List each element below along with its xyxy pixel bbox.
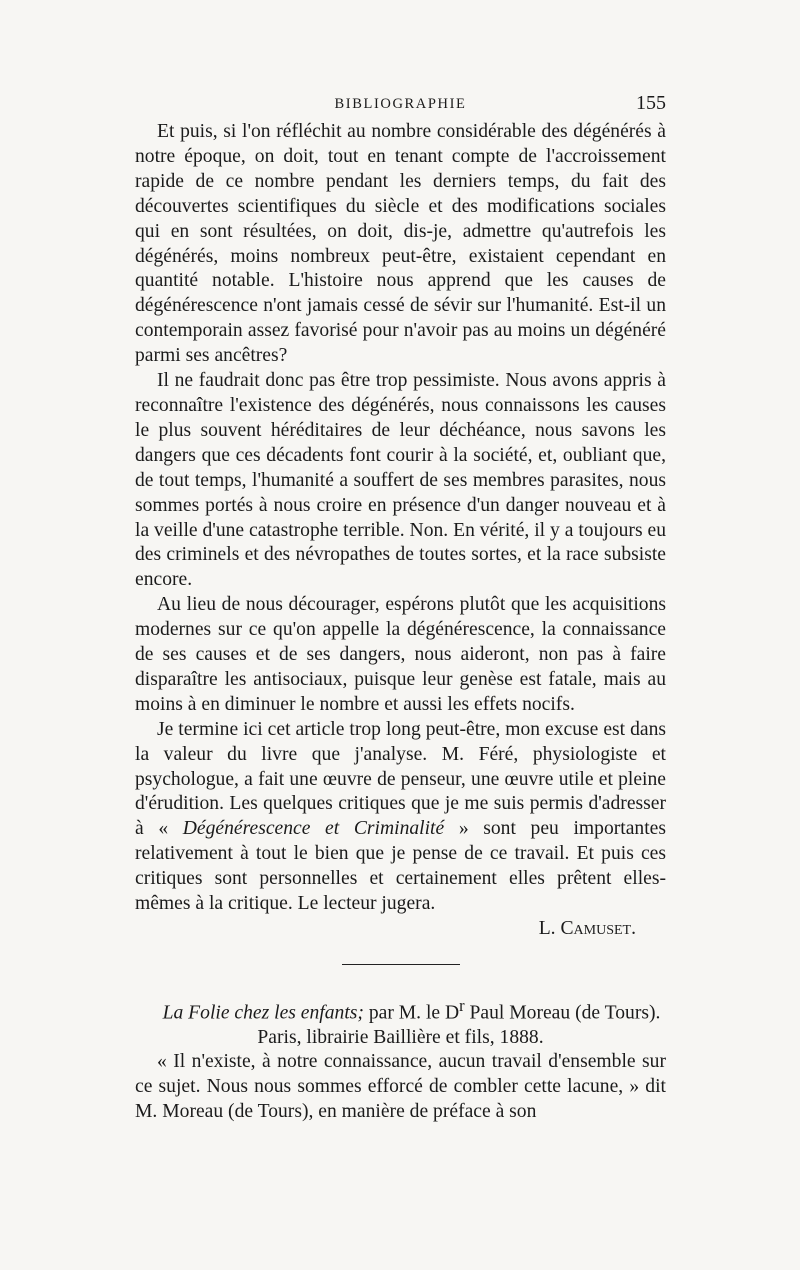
review-book-title: La Folie chez les enfants; (162, 1002, 364, 1024)
paragraph-text: » sont peu importantes relativement à tout le bien que je pense de ce travail. Et puis ces critiques sont personnelles et certainement elles prêtent elles-mêmes à la critique. Le lecteur jugera. (135, 818, 666, 915)
review-author: Paul Moreau (de Tours). (464, 1002, 661, 1024)
running-head (135, 92, 666, 120)
paragraph (135, 718, 666, 917)
review-opening: « Il n'existe, à notre connaissance, aucun travail d'ensemble sur ce sujet. Nous nous sommes efforcé de combler cette lacune, » dit M. Moreau (de Tours), en manière de préface à son (135, 1051, 666, 1123)
review-heading (135, 993, 666, 1051)
review-author-prefix: par M. le D (363, 1002, 460, 1024)
paragraph: Et puis, si l'on réfléchit au nombre considérable des dégénérés à notre époque, on doit, tout en tenant compte de l'accroissement rapide de ce nombre pendant les derniers temps, du fait des découvertes scientifiques du siècle et des modifications sociales qui en sont résultées, on doit, dis-je, admettre qu'autrefois les dégénérés, moins nombreux peut-être, existaient cependant en quantité notable. L'histoire nous apprend que les causes de dégénérescence n'ont jamais cessé de sévir sur l'humanité. Est-il un contemporain assez favorisé pour n'avoir pas au moins un dégénéré parmi ses ancêtres? (135, 121, 666, 367)
section-divider (342, 964, 460, 965)
author-signature: L. Camuset. (538, 918, 636, 939)
running-title: BIBLIOGRAPHIE (334, 96, 467, 112)
paragraph: Au lieu de nous décourager, espérons plutôt que les acquisitions modernes sur ce qu'on appelle la dégénérescence, la connaissance de ses causes et de ses dangers, nous aideront, non pas à faire disparaître les antisociaux, puisque leur genèse est fatale, mais au moins à en diminuer le nombre et aussi les effets nocifs. (135, 594, 666, 715)
page-body (135, 120, 666, 1125)
paragraph-text: Je termine ici cet article trop long peut-être, mon excuse est dans la valeur du livre que j'analyse. M. Féré, physiologiste et psychologue, a fait une œuvre de penseur, une œuvre utile et pleine d'érudition. Les quelques critiques que je me suis permis d'adresser à « (135, 718, 666, 840)
page-number: 155 (636, 92, 666, 114)
review-publisher: Paris, librairie Baillière et fils, 1888. (257, 1027, 544, 1049)
paragraph: Il ne faudrait donc pas être trop pessimiste. Nous avons appris à reconnaître l'existence des dégénérés, nous connaissons les causes le plus souvent héréditaires de leur déchéance, nous savons les dangers que ces décadents font courir à la société, et, oubliant que, de tout temps, l'humanité a souffert de ses membres parasites, nous sommes portés à nous croire en présence d'un danger nouveau et à la veille d'une catastrophe terrible. Non. En vérité, il y a toujours eu des criminels et des névropathes de toutes sortes, et la race subsiste encore. (135, 370, 666, 591)
cited-book-title: Dégénérescence et Criminalité (182, 818, 445, 840)
review-author-sup: r (459, 995, 465, 1015)
